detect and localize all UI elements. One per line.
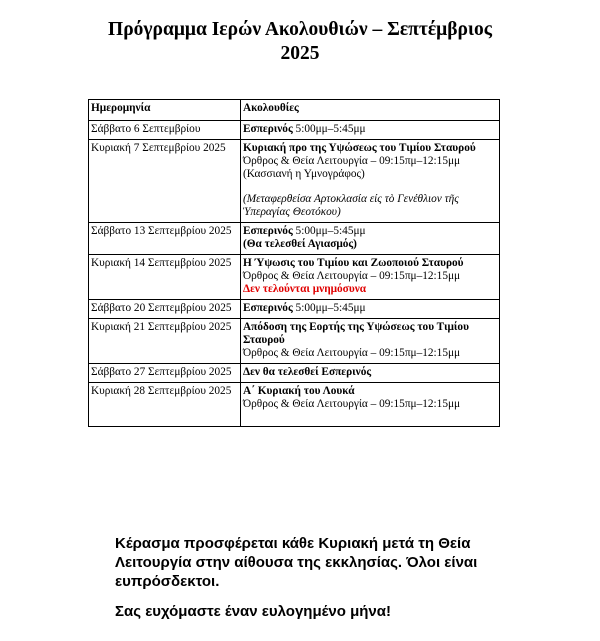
service-line [243,270,497,283]
row-services [241,140,500,223]
service-line [243,142,497,155]
service-line [243,398,497,411]
service-line [243,283,497,296]
row-date: Κυριακή 7 Σεπτεμβρίου 2025 [89,140,241,223]
table-row [89,121,500,140]
monthly-wish: Σας ευχόμαστε έναν ευλογημένο μήνα! [115,603,391,620]
header-date: Ημερομηνία [89,100,241,121]
service-text: Όρθρος & Θεία Λειτουργία – 09:15πμ–12:15μμ [243,270,461,282]
row-services [241,121,500,140]
row-date: Κυριακή 14 Σεπτεμβρίου 2025 [89,255,241,300]
service-text: Εσπερινός [243,302,293,314]
service-text: Απόδοση της Εορτής της Υψώσεως του Τιμίου [243,321,469,333]
line-spacer [243,411,497,423]
service-text: 5:00μμ–5:45μμ [292,225,366,237]
service-text: 5:00μμ–5:45μμ [292,302,366,314]
page-title [0,18,600,66]
service-text: Όρθρος & Θεία Λειτουργία – 09:15πμ–12:15μμ [243,155,461,167]
row-services [241,300,500,319]
service-line [243,123,497,136]
service-text: Η Ύψωσις του Τιμίου και Ζωοποιού Σταυρού [243,257,464,269]
service-line [243,168,497,181]
service-text: (Μεταφερθείσα Αρτοκλασία είς τὸ Γενέθλιον τῆς [243,193,459,205]
service-line [243,206,497,219]
table-row [89,300,500,319]
service-text: Όρθρος & Θεία Λειτουργία – 09:15πμ–12:15μμ [243,347,461,359]
schedule-table [88,99,500,427]
table-header-row [89,100,500,121]
table-row [89,319,500,364]
service-text: Εσπερινός [243,123,293,135]
row-date: Κυριακή 21 Σεπτεμβρίου 2025 [89,319,241,364]
warning-text: Δεν τελούνται μνημόσυνα [243,283,367,295]
service-line [243,193,497,206]
service-line [243,155,497,168]
page-title-line1: Πρόγραμμα Ιερών Ακολουθιών – Σεπτέμβριος [108,19,492,40]
service-text: (Θα τελεσθεί Αγιασμός) [243,238,357,250]
service-line [243,366,497,379]
service-text: Όρθρος & Θεία Λειτουργία – 09:15πμ–12:15μμ [243,398,461,410]
service-text: (Κασσιανή η Υμνογράφος) [243,168,365,180]
service-line [243,238,497,251]
service-text: Εσπερινός [243,225,293,237]
row-services [241,383,500,427]
refreshments-note: Κέρασμα προσφέρεται κάθε Κυριακή μετά τη Θεία Λειτουργία στην αίθουσα της εκκλησίας. Όλοι είναι ευπρόσδεκτοι. [115,535,478,590]
service-text: Δεν θα τελεσθεί Εσπερινός [243,366,372,378]
service-text: 5:00μμ–5:45μμ [292,123,366,135]
service-line [243,302,497,315]
service-line [243,334,497,347]
service-text: Α΄ Κυριακή του Λουκά [243,385,355,397]
table-row [89,364,500,383]
row-services [241,223,500,255]
row-services [241,255,500,300]
page-title-line2: 2025 [280,43,320,64]
table-row [89,383,500,427]
table-row [89,223,500,255]
service-text: Κυριακή προ της Υψώσεως του Τιμίου Σταυρού [243,142,476,154]
header-services: Ακολουθίες [241,100,500,121]
row-date: Σάββατο 27 Σεπτεμβρίου 2025 [89,364,241,383]
service-text: Ὑπεραγίας Θεοτόκου) [243,206,341,218]
row-date: Κυριακή 28 Σεπτεμβρίου 2025 [89,383,241,427]
service-line [243,257,497,270]
service-line [243,347,497,360]
line-spacer [243,181,497,193]
table-row [89,255,500,300]
service-line [243,385,497,398]
table-row [89,140,500,223]
footer-notice [115,534,535,621]
row-services [241,319,500,364]
service-text: Σταυρού [243,334,285,346]
row-services [241,364,500,383]
row-date: Σάββατο 20 Σεπτεμβρίου 2025 [89,300,241,319]
row-date: Σάββατο 13 Σεπτεμβρίου 2025 [89,223,241,255]
row-date: Σάββατο 6 Σεπτεμβρίου [89,121,241,140]
service-line [243,225,497,238]
schedule-rows [89,121,500,427]
service-line [243,321,497,334]
